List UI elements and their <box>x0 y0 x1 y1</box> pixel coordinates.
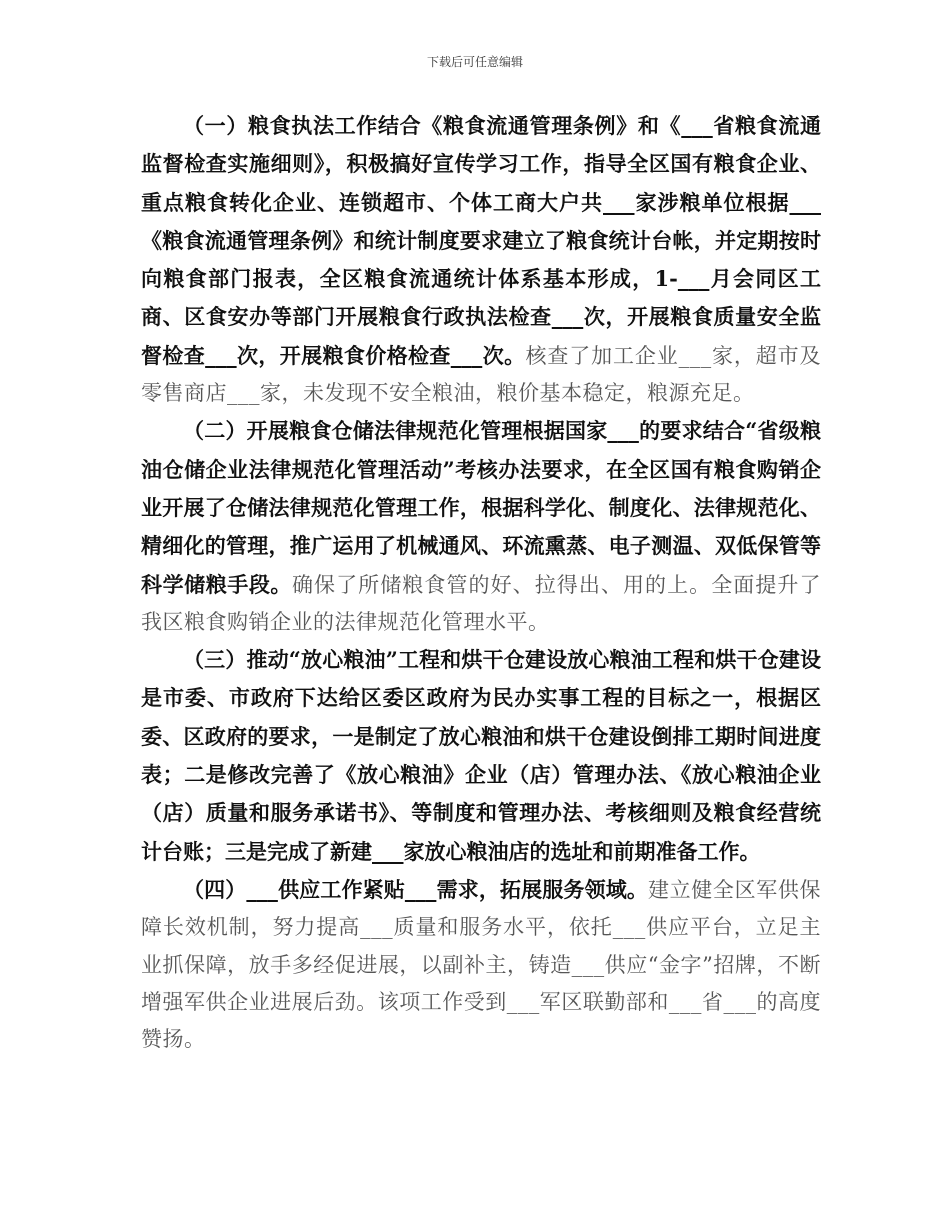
paragraph-4-normal-text: 建立健全区军供保障长效机制，努力提高___质量和服务水平，依托___供应平台，立足主业抓保障，放手多经促进展，以副补主，铸造___供应“金字”招牌，不断增强军供企业进展后劲。该项工作受到___军区联勤部和___省___的高度赞扬。 <box>141 877 821 1052</box>
document-body <box>141 107 821 1058</box>
page-header: 下载后可任意编辑 <box>426 55 523 69</box>
paragraph-2 <box>141 412 821 641</box>
paragraph-1 <box>141 107 821 412</box>
paragraph-2-normal-text: 确保了所储粮食管的好、拉得出、用的上。全面提升了我区粮食购销企业的法律规范化管理水平。 <box>141 572 821 634</box>
paragraph-3 <box>141 641 821 871</box>
paragraph-3-bold-text: （三）推动“放心粮油”工程和烘干仓建设放心粮油工程和烘干仓建设是市委、市政府下达给区委区政府为民办实事工程的目标之一，根据区委、区政府的要求，一是制定了放心粮油和烘干仓建设倒排工期时间进度表；二是修改完善了《放心粮油》企业（店）管理办法、《放心粮油企业（店）质量和服务承诺书》、等制度和管理办法、考核细则及粮食经营统计台账；三是完成了新建___家放心粮油店的选址和前期准备工作。 <box>141 647 821 864</box>
paragraph-1-normal-text: 核查了加工企业___家，超市及零售商店___家，未发现不安全粮油，粮价基本稳定，粮源充足。 <box>141 343 822 406</box>
paragraph-4-bold-text: （四）___供应工作紧贴___需求，拓展服务领域。 <box>183 876 648 902</box>
paragraph-2-bold-text: （二）开展粮食仓储法律规范化管理根据国家___的要求结合“省级粮油仓储企业法律规范化管理活动”考核办法要求，在全区国有粮食购销企业开展了仓储法律规范化管理工作，根据科学化、制度化、法律规范化、精细化的管理，推广运用了机械通风、环流熏蒸、电子测温、双低保管等科学储粮手段。 <box>141 418 821 597</box>
paragraph-4 <box>141 871 821 1058</box>
paragraph-1-bold-text: （一）粮食执法工作结合《粮食流通管理条例》和《___省粮食流通监督检查实施细则》，积极搞好宣传学习工作，指导全区国有粮食企业、重点粮食转化企业、连锁超市、个体工商大户共___家涉粮单位根据___《粮食流通管理条例》和统计制度要求建立了粮食统计台帐，并定期按时向粮食部门报表，全区粮食流通统计体系基本形成，1-___月会同区工商、区食安办等部门开展粮食行政执法检查___次，开展粮食质量安全监督检查___次，开展粮食价格检查___次。 <box>141 113 821 368</box>
